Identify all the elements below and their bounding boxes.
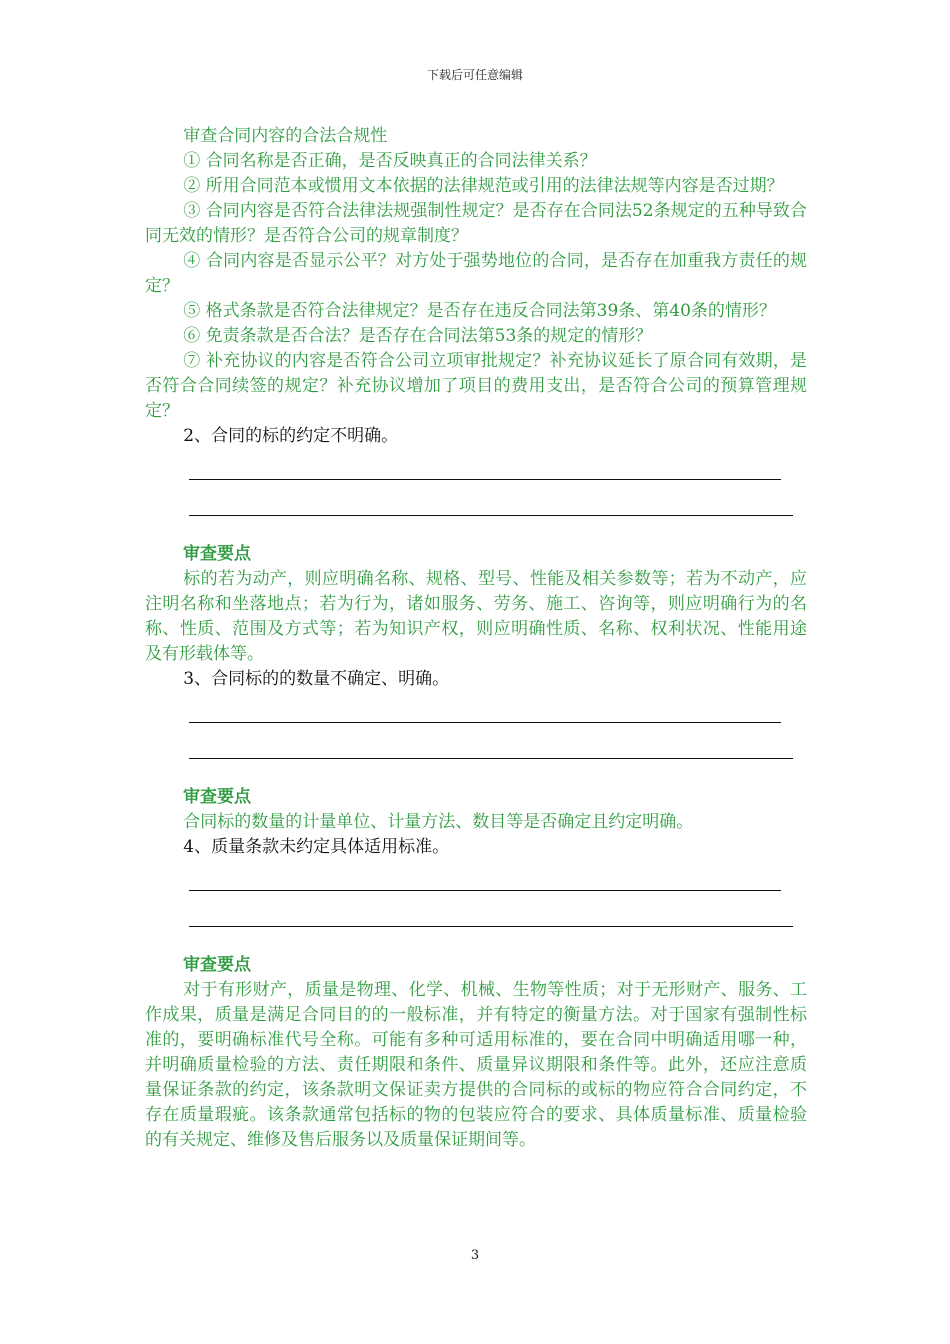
blank-lines <box>145 692 807 785</box>
review-item-2: ② 所用合同范本或惯用文本依据的法律规范或引用的法律法规等内容是否过期？ <box>183 176 784 196</box>
section-title: 4、质量条款未约定具体适用标准。 <box>183 837 450 857</box>
blank-line <box>189 890 781 891</box>
section-title: 3、合同标的的数量不确定、明确。 <box>183 669 450 689</box>
review-points-heading: 审查要点 <box>183 787 251 807</box>
blank-lines <box>145 449 807 542</box>
review-item-6: ⑥ 免责条款是否合法？是否存在合同法第53条的规定的情形？ <box>183 326 653 346</box>
document-body <box>145 124 807 1153</box>
page-header: 下载后可任意编辑 <box>426 68 523 82</box>
review-points-body: 对于有形财产，质量是物理、化学、机械、生物等性质；对于无形财产、服务、工作成果，质量是满足合同目的的一般标准，并有特定的衡量方法。对于国家有强制性标准的，要明确标准代号全称。可能有多种可适用标准的，要在合同中明确适用哪一种，并明确质量检验的方法、责任期限和条件、质量异议期限和条件等。此外，还应注意质量保证条款的约定，该条款明文保证卖方提供的合同标的或标的物应符合合同约定，不存在质量瑕疵。该条款通常包括标的物的包装应符合的要求、具体质量标准、质量检验的有关规定、维修及售后服务以及质量保证期间等。 <box>145 980 807 1150</box>
review-item-1: ① 合同名称是否正确，是否反映真正的合同法律关系？ <box>183 151 597 171</box>
review-points-heading: 审查要点 <box>183 544 251 564</box>
review-points-heading: 审查要点 <box>183 955 251 975</box>
review-item-7: ⑦ 补充协议的内容是否符合公司立项审批规定？补充协议延长了原合同有效期，是否符合合同续签的规定？补充协议增加了项目的费用支出，是否符合公司的预算管理规定？ <box>145 351 807 421</box>
review-points-body: 合同标的数量的计量单位、计量方法、数目等是否确定且约定明确。 <box>183 812 694 832</box>
blank-lines <box>145 860 807 953</box>
blank-line <box>189 758 793 759</box>
blank-line <box>189 515 793 516</box>
section-title: 2、合同的标的约定不明确。 <box>183 426 399 446</box>
review-item-5: ⑤ 格式条款是否符合法律规定？是否存在违反合同法第39条、第40条的情形？ <box>183 301 776 321</box>
blank-line <box>189 479 781 480</box>
blank-line <box>189 926 793 927</box>
page-number: 3 <box>470 1248 480 1263</box>
review-item-3: ③ 合同内容是否符合法律法规强制性规定？是否存在合同法52条规定的五种导致合同无效的情形？是否符合公司的规章制度？ <box>145 201 807 246</box>
section-intro-title: 审查合同内容的合法合规性 <box>183 126 388 146</box>
review-item-4: ④ 合同内容是否显示公平？对方处于强势地位的合同，是否存在加重我方责任的规定？ <box>145 251 807 296</box>
review-points-body: 标的若为动产，则应明确名称、规格、型号、性能及相关参数等；若为不动产，应注明名称和坐落地点；若为行为，诸如服务、劳务、施工、咨询等，则应明确行为的名称、性质、范围及方式等；若为知识产权，则应明确性质、名称、权利状况、性能用途及有形载体等。 <box>145 569 807 664</box>
blank-line <box>189 722 781 723</box>
